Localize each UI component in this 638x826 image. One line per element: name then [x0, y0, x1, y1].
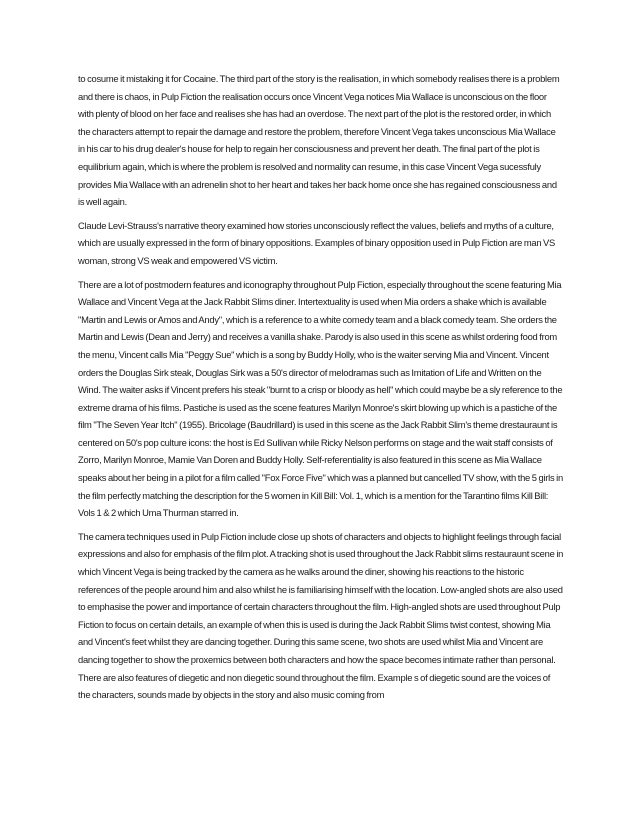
paragraph-binary-opposition: Claude Levi-Strauss's narrative theory examined how stories unconsciously reflect the values, beliefs and myths of a culture, which are usually expressed in the form of binary oppositions. Examples of binary opposition used in Pulp Fiction are man VS woman, strong VS weak and empowered VS victim.	[78, 219, 556, 266]
paragraph-camera-techniques: The camera techniques used in Pulp Fiction include close up shots of characters and objects to highlight feelings through facial expressions and also for emphasis of the film plot. A tracking shot is used throughout the Jack Rabbit slims restauraunt scene in which Vincent Vega is being tracked by the camera as he walks around the diner, showing his reactions to the historic references of the people around him and also whilst he is familiarising himself with the location. Low-angled shots are also used to emphasise the power and importance of certain characters throughout the film. High-angled shots are used throughout Pulp Fiction to focus on certain details, an example of when this is used is during the Jack Rabbit Slims twist contest, showing Mia and Vincent's feet whilst they are dancing together. During this same scene, two shots are used whilst Mia and Vincent are dancing together to show the proxemics between both characters and how the space becomes intimate rather than personal. There are also features of diegetic and non diegetic sound throughout the film. Example s of diegetic sound are the voices of the characters, sounds made by objects in the story and also music coming from	[78, 530, 564, 701]
document-page	[78, 70, 564, 710]
paragraph-postmodern-features: There are a lot of postmodern features and iconography throughout Pulp Fiction, especially throughout the scene featuring Mia Wallace and Vincent Vega at the Jack Rabbit Slims diner. Intertextuality is used when Mia orders a shake which is available "Martin and Lewis or Amos and Andy", which is a reference to a white comedy team and a black comedy team. She orders the Martin and Lewis (Dean and Jerry) and receives a vanilla shake. Parody is also used in this scene as whilst ordering food from the menu, Vincent calls Mia "Peggy Sue" which is a song by Buddy Holly, who is the waiter serving Mia and Vincent. Vincent orders the Douglas Sirk steak, Douglas Sirk was a 50's director of melodramas such as Imitation of Life and Written on the Wind. The waiter asks if Vincent prefers his steak "burnt to a crisp or bloody as hell" which could maybe be a sly reference to the extreme drama of his films. Pastiche is used as the scene features Marilyn Monroe's skirt blowing up which is a pastiche of the film "The Seven Year Itch" (1955). Bricolage (Baudrillard) is used in this scene as the Jack Rabbit Slim's theme drestauraunt is centered on 50's pop culture icons: the host is Ed Sullivan while Ricky Nelson performs on stage and the wait staff consists of Zorro, Marilyn Monroe, Mamie Van Doren and Buddy Holly. Self-referentiality is also featured in this scene as Mia Wallace speaks about her being in a pilot for a film called "Fox Force Five" which was a planned but cancelled TV show, with the 5 girls in the film perfectly matching the description for the 5 women in Kill Bill: Vol. 1, which is a mention for the Tarantino films Kill Bill: Vols 1 & 2 which Uma Thurman starred in.	[78, 278, 563, 519]
paragraph-plot-structure: to cosume it mistaking it for Cocaine. The third part of the story is the realisation, in which somebody realises there is a problem and there is chaos, in Pulp Fiction the realisation occurs once Vincent Vega notices Mia Wallace is unconscious on the floor with plenty of blood on her face and realises she has had an overdose. The next part of the plot is the restored order, in which the characters attempt to repair the damage and restore the problem, therefore Vincent Vega takes unconscious Mia Wallace in his car to his drug dealer's house for help to regain her consciousness and prevent her death. The final part of the plot is equilibrium again, which is where the problem is resolved and normality can resume, in this case Vincent Vega sucessfuly provides Mia Wallace with an adrenelin shot to her heart and takes her back home once she has regained consciousness and is well again.	[78, 73, 560, 208]
